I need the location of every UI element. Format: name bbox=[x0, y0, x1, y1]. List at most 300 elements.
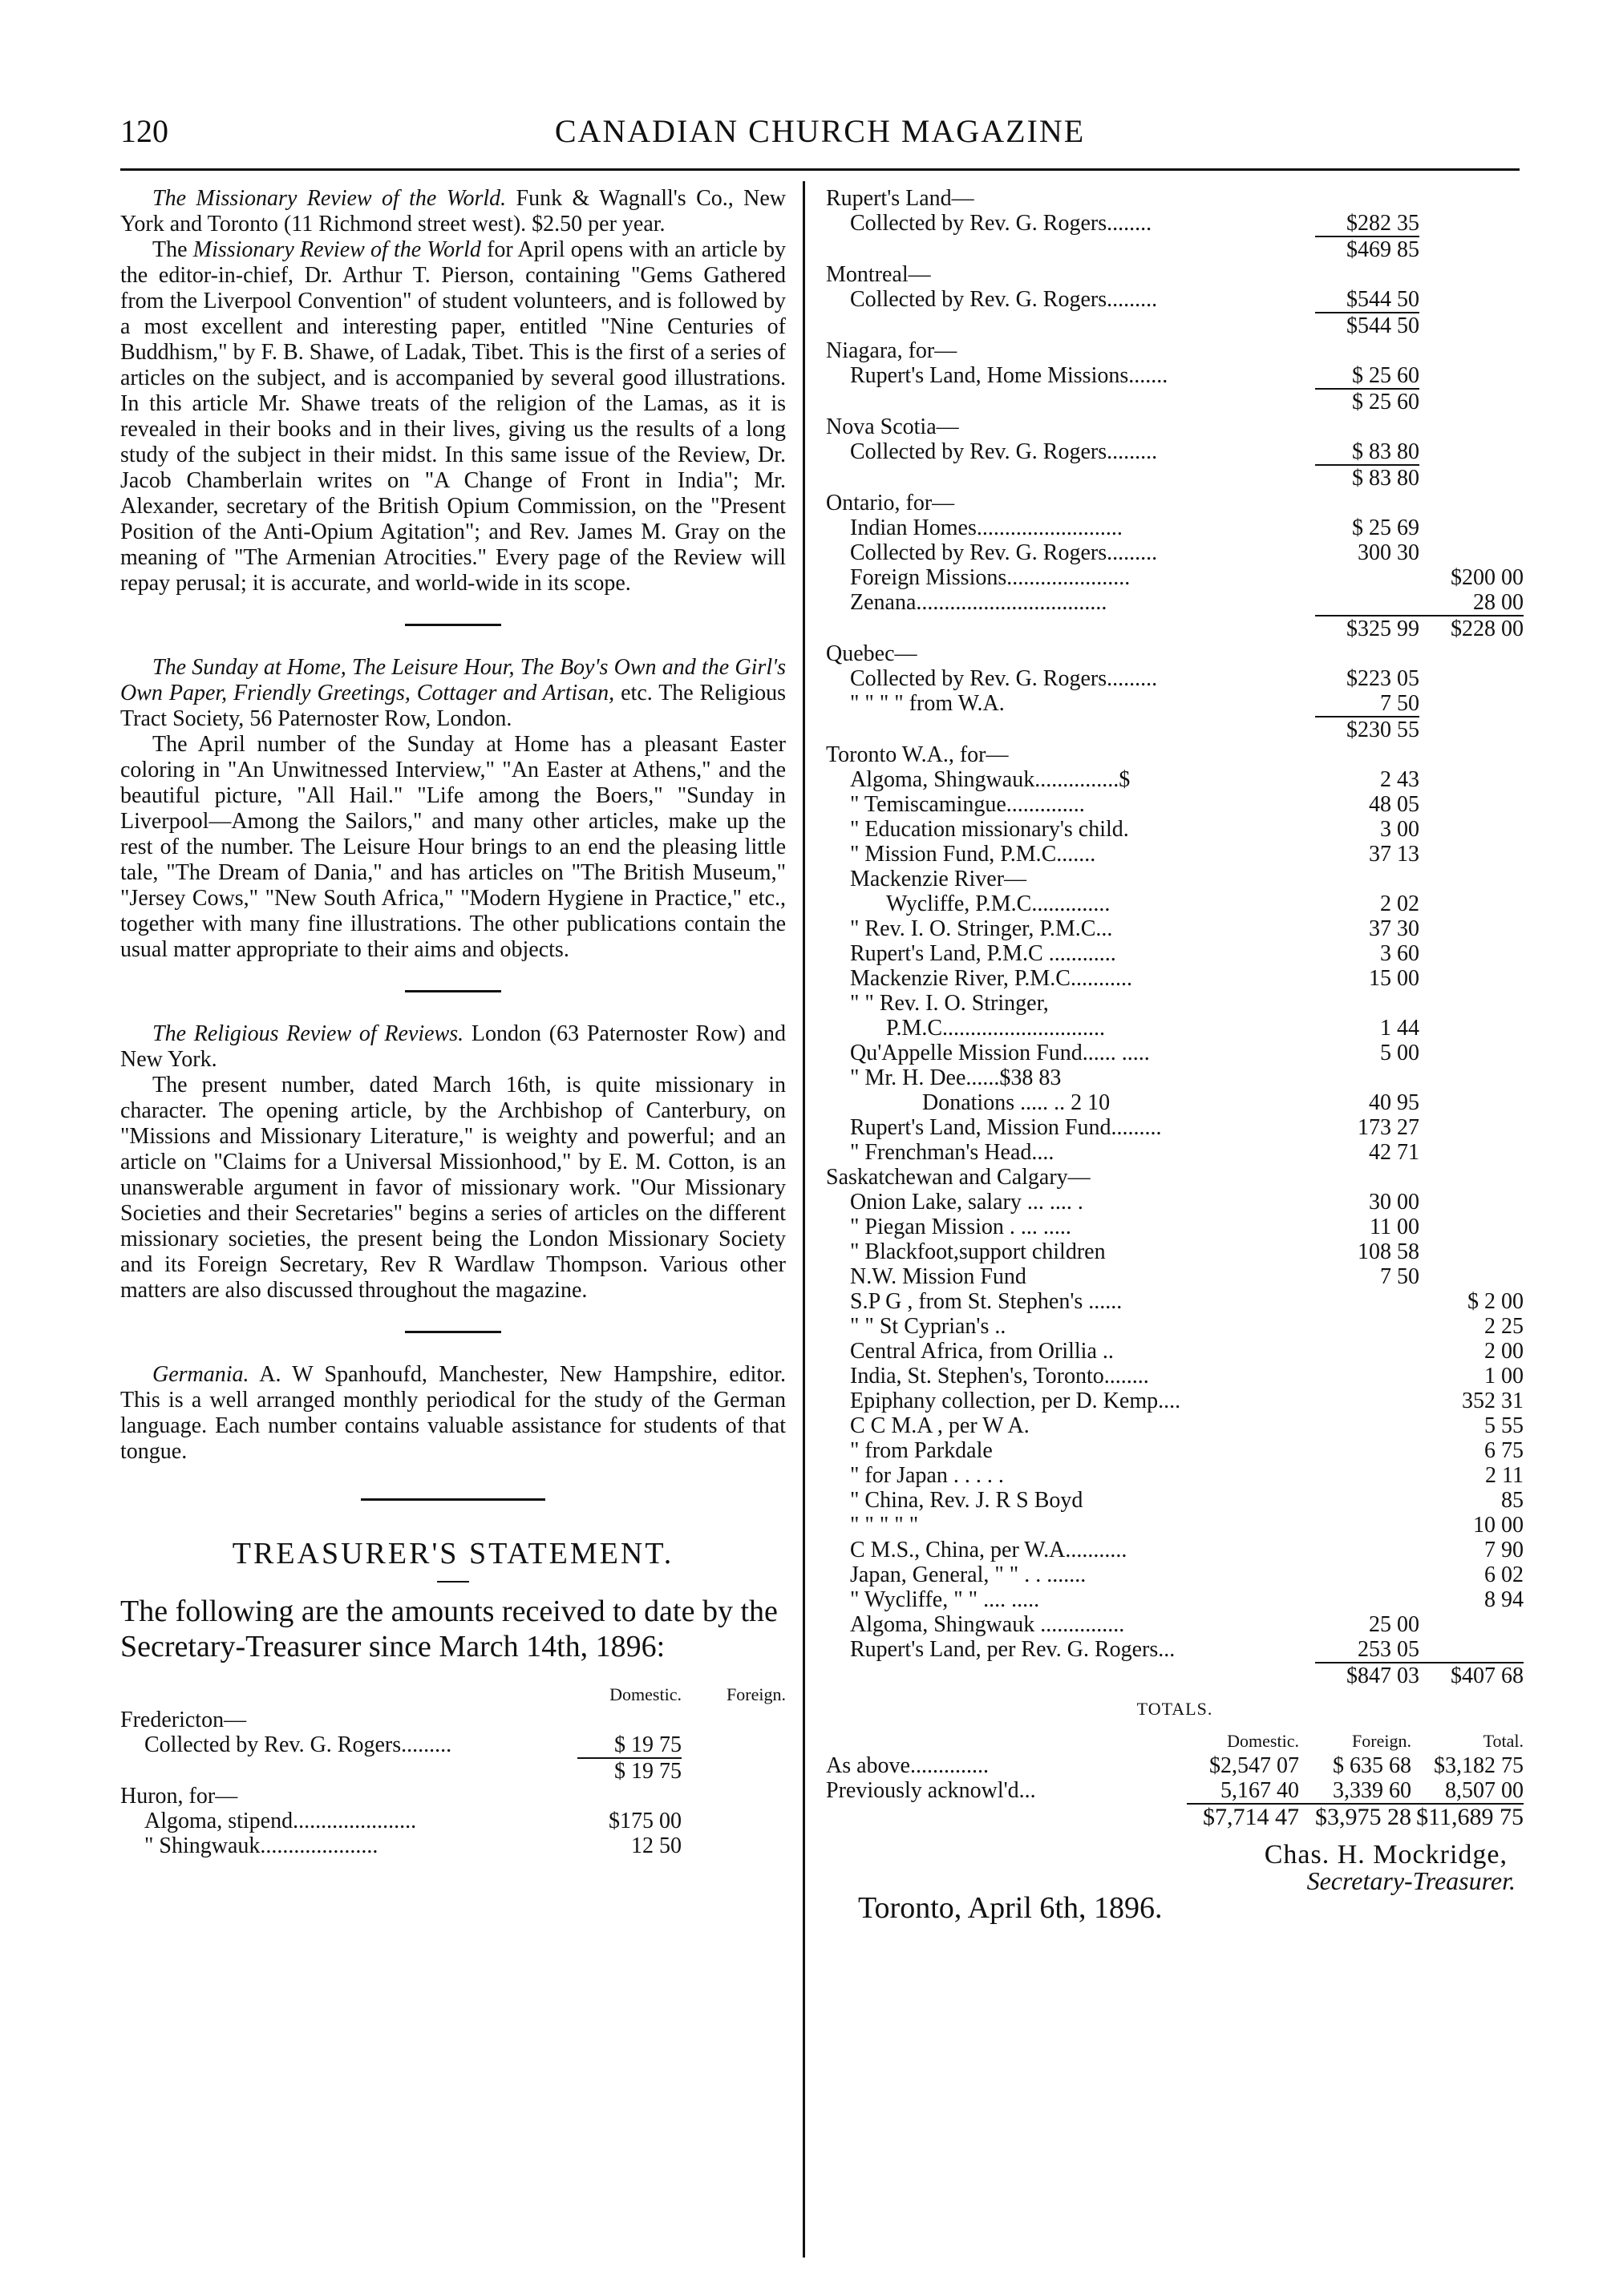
ledger-row bbox=[826, 465, 1524, 491]
ledger-row bbox=[826, 515, 1524, 540]
foreign-amount: 5 55 bbox=[1484, 1413, 1524, 1438]
domestic-amount: $544 50 bbox=[1346, 287, 1419, 312]
ledger-row bbox=[826, 666, 1524, 691]
foreign-amount bbox=[1419, 641, 1524, 666]
ledger-row bbox=[826, 641, 1524, 666]
row-label bbox=[826, 389, 1315, 414]
short-dash bbox=[437, 1581, 469, 1583]
ledger-row bbox=[826, 414, 1524, 439]
signature-name: Chas. H. Mockridge, bbox=[1264, 1840, 1508, 1870]
foreign-amount bbox=[1419, 1264, 1524, 1289]
row-label: Rupert's Land, P.M.C ............ bbox=[850, 941, 1116, 966]
foreign-amount bbox=[1419, 1239, 1524, 1264]
ledger-row bbox=[826, 767, 1524, 792]
foreign-amount bbox=[1419, 1016, 1524, 1041]
row-label: Central Africa, from Orillia .. bbox=[850, 1339, 1114, 1364]
domestic-amount: 30 00 bbox=[1369, 1190, 1419, 1215]
ledger-row bbox=[826, 792, 1524, 817]
domestic-amount bbox=[1315, 641, 1419, 666]
review-publisher: etc. The Religious Tract Society, 56 Paternoster Row, London. bbox=[120, 681, 787, 731]
foreign-amount bbox=[1419, 767, 1524, 792]
ledger-row bbox=[826, 1140, 1524, 1165]
foreign-amount: 8 94 bbox=[1484, 1587, 1524, 1612]
ledger-row bbox=[826, 287, 1524, 313]
foreign-amount: $ 2 00 bbox=[1467, 1289, 1524, 1314]
domestic-amount bbox=[1315, 1538, 1419, 1562]
review-body: The April number of the Sunday at Home has a pleasant Easter coloring in "An Unwitnessed Interview," "An Easter at Athens," and the beautiful picture, "All Hail." "Life among the Boers," "Sunday in Liverpool—Among the Sailors," and many other articles, make up the rest of the number. The Leisure Hour brings to an end the pleasing little tale, "The Dream of Dania," and has articles on "The British Museum," "Jersey Cows," "New South Africa," "Modern Hygiene in Practice," etc., together with many fine illustrations. The other publications contain the usual matter appropriate to their aims and objects. bbox=[120, 732, 786, 962]
ledger-row bbox=[826, 1413, 1524, 1438]
ledger-row bbox=[826, 1364, 1524, 1389]
separator bbox=[405, 624, 501, 626]
domestic-amount: $ 25 60 bbox=[1352, 363, 1419, 388]
row-label: " " St Cyprian's .. bbox=[850, 1314, 1006, 1339]
foreign-amount bbox=[1419, 338, 1524, 363]
col-foreign: Foreign. bbox=[727, 1684, 786, 1704]
domestic-amount bbox=[1315, 1364, 1419, 1389]
foreign-amount bbox=[1419, 439, 1524, 465]
domestic-amount bbox=[1315, 1413, 1419, 1438]
ledger-row bbox=[826, 916, 1524, 941]
ledger-row bbox=[826, 867, 1524, 891]
foreign-amount bbox=[682, 1784, 786, 1809]
separator bbox=[361, 1498, 545, 1501]
domestic-amount: 37 30 bbox=[1369, 916, 1419, 941]
ledger-row bbox=[826, 991, 1524, 1016]
ledger-row bbox=[826, 1264, 1524, 1289]
domestic-amount bbox=[1315, 491, 1419, 515]
foreign-amount bbox=[1419, 1190, 1524, 1215]
row-label: " Education missionary's child. bbox=[850, 817, 1129, 842]
foreign-amount: $407 68 bbox=[1419, 1663, 1524, 1688]
foreign-amount bbox=[1419, 842, 1524, 867]
ledger-row bbox=[826, 389, 1524, 414]
row-label: Algoma, Shingwauk ............... bbox=[850, 1612, 1125, 1637]
ledger-row bbox=[826, 590, 1524, 616]
review-title: The Missionary Review of the World. bbox=[152, 186, 507, 211]
domestic-amount: 15 00 bbox=[1369, 966, 1419, 991]
foreign-amount bbox=[682, 1809, 786, 1833]
row-label: " Mission Fund, P.M.C....... bbox=[850, 842, 1096, 867]
domestic-amount: 40 95 bbox=[1369, 1090, 1419, 1115]
ledger-row bbox=[826, 1314, 1524, 1339]
domestic-amount: $282 35 bbox=[1346, 211, 1419, 236]
right-column bbox=[826, 186, 1524, 1925]
domestic-amount: 11 00 bbox=[1370, 1215, 1419, 1239]
column-divider bbox=[803, 181, 805, 2258]
domestic-amount: $325 99 bbox=[1315, 616, 1419, 641]
foreign-amount: 85 bbox=[1501, 1488, 1524, 1513]
domestic-amount: 48 05 bbox=[1369, 792, 1419, 817]
review-germania: Germania. A. W Spanhoufd, Manchester, New Hampshire, editor. This is a well arranged monthly periodical for the study of the German language. Each number contains valuable assistance for students of that tongue. bbox=[120, 1362, 786, 1464]
foreign-amount bbox=[1419, 491, 1524, 515]
domestic-amount: $ 25 69 bbox=[1352, 515, 1419, 540]
magazine-title: CANADIAN CHURCH MAGAZINE bbox=[554, 113, 1086, 149]
ledger-row bbox=[826, 691, 1524, 717]
row-label: " " " " from W.A. bbox=[850, 691, 1005, 716]
ledger-row bbox=[826, 211, 1524, 236]
row-label: Collected by Rev. G. Rogers......... bbox=[850, 540, 1158, 565]
totals-header-row: Domestic. Foreign. Total. bbox=[1227, 1731, 1524, 1751]
row-label: Rupert's Land, per Rev. G. Rogers... bbox=[850, 1637, 1176, 1662]
row-label: " Wycliffe, " " .... ..... bbox=[850, 1587, 1040, 1612]
domestic-amount: 2 43 bbox=[1380, 767, 1419, 792]
domestic-amount bbox=[1315, 1562, 1419, 1587]
ledger-row bbox=[826, 1612, 1524, 1637]
domestic-amount: 108 58 bbox=[1358, 1239, 1419, 1264]
foreign-amount bbox=[1419, 1612, 1524, 1637]
ledger-row bbox=[826, 1190, 1524, 1215]
foreign-amount bbox=[1419, 717, 1524, 742]
domestic-amount: $ 25 60 bbox=[1315, 389, 1419, 414]
ledger-row bbox=[826, 1090, 1524, 1115]
row-label: Nova Scotia— bbox=[826, 414, 959, 439]
domestic-amount: $544 50 bbox=[1315, 313, 1419, 338]
page-number: 120 bbox=[120, 113, 168, 149]
row-label: " from Parkdale bbox=[850, 1438, 993, 1463]
domestic-amount bbox=[1315, 991, 1419, 1016]
domestic-amount bbox=[577, 1708, 682, 1732]
row-label: Qu'Appelle Mission Fund...... ..... bbox=[850, 1041, 1150, 1065]
domestic-amount: 7 50 bbox=[1380, 1264, 1419, 1289]
row-label bbox=[826, 465, 1315, 491]
ledger-row bbox=[120, 1732, 786, 1758]
foreign-amount bbox=[1419, 1041, 1524, 1065]
grand-total-row: $7,714 47 $3,975 28 $11,689 75 bbox=[826, 1804, 1524, 1829]
review-publisher: London (63 Paternoster Row) and New York. bbox=[120, 1021, 787, 1072]
foreign-amount bbox=[1419, 211, 1524, 236]
domestic-amount: 37 13 bbox=[1369, 842, 1419, 867]
page-header bbox=[120, 112, 1520, 160]
domestic-amount bbox=[1315, 742, 1419, 767]
foreign-amount bbox=[1419, 817, 1524, 842]
ledger-row bbox=[826, 842, 1524, 867]
row-label: Collected by Rev. G. Rogers......... bbox=[144, 1732, 452, 1757]
foreign-amount bbox=[682, 1708, 786, 1732]
foreign-amount bbox=[1419, 1637, 1524, 1663]
row-label: Epiphany collection, per D. Kemp.... bbox=[850, 1389, 1181, 1413]
foreign-amount bbox=[1419, 465, 1524, 491]
ledger-row bbox=[120, 1809, 786, 1833]
domestic-amount: 300 30 bbox=[1358, 540, 1419, 565]
ledger-row bbox=[120, 1833, 786, 1858]
ledger-row bbox=[826, 1438, 1524, 1463]
domestic-amount bbox=[1315, 1389, 1419, 1413]
review-religious-review bbox=[120, 1021, 786, 1073]
domestic-amount: 7 50 bbox=[1380, 691, 1419, 716]
foreign-amount: 1 00 bbox=[1484, 1364, 1524, 1389]
row-label: " " Rev. I. O. Stringer, bbox=[850, 991, 1049, 1016]
row-label bbox=[120, 1758, 577, 1784]
row-label: Collected by Rev. G. Rogers......... bbox=[850, 439, 1158, 464]
row-label: Fredericton— bbox=[120, 1708, 247, 1732]
ledger-row bbox=[826, 565, 1524, 590]
foreign-amount bbox=[1419, 287, 1524, 313]
row-label bbox=[826, 236, 1315, 262]
row-label: India, St. Stephen's, Toronto........ bbox=[850, 1364, 1149, 1389]
review-publisher: Funk & Wagnall's Co., New York and Toronto (11 Richmond street west). $2.50 per year. bbox=[120, 186, 786, 236]
review-title: The Religious Review of Reviews. bbox=[152, 1021, 464, 1046]
foreign-amount: 6 02 bbox=[1484, 1562, 1524, 1587]
separator bbox=[405, 990, 501, 992]
domestic-amount bbox=[1315, 565, 1419, 590]
row-label: " Temiscamingue.............. bbox=[850, 792, 1085, 817]
domestic-amount: $223 05 bbox=[1346, 666, 1419, 691]
signature-title: Secretary-Treasurer. bbox=[1306, 1866, 1516, 1895]
ledger-row bbox=[826, 1165, 1524, 1190]
row-label bbox=[826, 717, 1315, 742]
row-label bbox=[826, 616, 1315, 641]
foreign-amount bbox=[1419, 966, 1524, 991]
row-label: Rupert's Land— bbox=[826, 186, 974, 211]
foreign-amount bbox=[1419, 916, 1524, 941]
domestic-amount: 253 05 bbox=[1358, 1637, 1419, 1662]
foreign-amount bbox=[1419, 313, 1524, 338]
row-label: Huron, for— bbox=[120, 1784, 238, 1809]
ledger-row bbox=[826, 1115, 1524, 1140]
row-label: C M.S., China, per W.A........... bbox=[850, 1538, 1127, 1562]
row-label: Algoma, stipend...................... bbox=[144, 1809, 417, 1833]
foreign-amount: $200 00 bbox=[1451, 565, 1524, 590]
foreign-amount: 352 31 bbox=[1462, 1389, 1524, 1413]
domestic-amount: 5 00 bbox=[1380, 1041, 1419, 1065]
domestic-amount bbox=[1315, 1488, 1419, 1513]
foreign-amount bbox=[1419, 1140, 1524, 1165]
row-label: " Rev. I. O. Stringer, P.M.C... bbox=[850, 916, 1113, 941]
row-label: Indian Homes.......................... bbox=[850, 515, 1123, 540]
totals-row: As above.............. $2,547 07 $ 635 68 $3,182 75 bbox=[826, 1753, 1524, 1778]
left-column bbox=[120, 186, 786, 1858]
ledger-row bbox=[826, 338, 1524, 363]
header-rule bbox=[120, 168, 1520, 171]
ledger-row bbox=[826, 1663, 1524, 1688]
ledger-row bbox=[826, 1463, 1524, 1488]
domestic-amount: $847 03 bbox=[1315, 1663, 1419, 1688]
row-label: Quebec— bbox=[826, 641, 917, 666]
ledger-row bbox=[826, 1339, 1524, 1364]
row-label: C C M.A , per W A. bbox=[850, 1413, 1030, 1438]
domestic-amount: $ 83 80 bbox=[1352, 439, 1419, 464]
ledger-row bbox=[826, 616, 1524, 641]
domestic-amount bbox=[1315, 1463, 1419, 1488]
separator bbox=[405, 1331, 501, 1333]
foreign-amount bbox=[1419, 891, 1524, 916]
row-label: " " " " " bbox=[850, 1513, 919, 1538]
review-title: The Sunday at Home, The Leisure Hour, The Boy's Own and the Girl's Own Paper, Friendly Greetings, Cottager and Artisan, bbox=[120, 655, 786, 705]
foreign-amount bbox=[1419, 515, 1524, 540]
foreign-amount bbox=[1419, 666, 1524, 691]
row-label: S.P G , from St. Stephen's ...... bbox=[850, 1289, 1123, 1314]
domestic-amount bbox=[1315, 338, 1419, 363]
foreign-amount bbox=[1419, 991, 1524, 1016]
domestic-amount: 25 00 bbox=[1369, 1612, 1419, 1637]
domestic-amount bbox=[1315, 414, 1419, 439]
ledger-row bbox=[826, 186, 1524, 211]
foreign-amount: 2 11 bbox=[1485, 1463, 1524, 1488]
ledger-row bbox=[826, 817, 1524, 842]
domestic-amount bbox=[1315, 1513, 1419, 1538]
domestic-amount bbox=[1315, 590, 1419, 616]
ledger-row bbox=[826, 941, 1524, 966]
domestic-amount: $230 55 bbox=[1315, 717, 1419, 742]
foreign-amount bbox=[1419, 941, 1524, 966]
row-label: " Piegan Mission . ... ..... bbox=[850, 1215, 1071, 1239]
row-label: Mackenzie River, P.M.C........... bbox=[850, 966, 1132, 991]
row-label bbox=[826, 313, 1315, 338]
domestic-amount bbox=[1315, 1314, 1419, 1339]
foreign-amount bbox=[1419, 691, 1524, 717]
ledger-row bbox=[826, 1538, 1524, 1562]
review-body: The Missionary Review of the World for April opens with an article by the editor-in-chief, Dr. Arthur T. Pierson, containing "Gems Gathered from the Liverpool Convention" of student volunteers, and is followed by a most excellent and interesting paper, entitled "Nine Centuries of Buddhism," by F. B. Shawe, of Ladak, Tibet. This is the first of a series of articles on the subject, and is accompanied by several good illustrations. In this article Mr. Shawe treats of the religion of the Lamas, as it is revealed in their books and in their lives, giving us the results of a long study of the subject in their midst. In this same issue of the Review, Dr. Jacob Chamberlain writes on "A Change of Front in India"; Mr. Alexander, secretary of the British Opium Commission, on the "Present Position of the Anti-Opium Agitation"; and Rev. James M. Gray on the meaning of "The Armenian Atrocities." Every page of the Review will repay perusal; it is accurate, and world-wide in its scope. bbox=[120, 237, 787, 596]
row-label: Niagara, for— bbox=[826, 338, 957, 363]
foreign-amount bbox=[1419, 1165, 1524, 1190]
totals-row: Previously acknowl'd... 5,167 40 3,339 60 8,507 00 bbox=[826, 1778, 1524, 1803]
row-label: Wycliffe, P.M.C.............. bbox=[886, 891, 1111, 916]
row-label: Donations ..... .. 2 10 bbox=[922, 1090, 1111, 1115]
ledger-row bbox=[826, 262, 1524, 287]
ledger-row bbox=[826, 1513, 1524, 1538]
ledger-row bbox=[826, 1587, 1524, 1612]
foreign-amount: 2 25 bbox=[1484, 1314, 1524, 1339]
foreign-amount bbox=[1419, 414, 1524, 439]
foreign-amount bbox=[1419, 540, 1524, 565]
row-label: Onion Lake, salary ... .... . bbox=[850, 1190, 1083, 1215]
row-label: Mackenzie River— bbox=[850, 867, 1027, 891]
ledger-left bbox=[120, 1708, 786, 1858]
foreign-amount bbox=[1419, 262, 1524, 287]
ledger-row bbox=[826, 1488, 1524, 1513]
ledger-right bbox=[826, 186, 1524, 1688]
domestic-amount bbox=[577, 1784, 682, 1809]
foreign-amount: 2 00 bbox=[1484, 1339, 1524, 1364]
foreign-amount: 28 00 bbox=[1473, 590, 1524, 615]
row-label: P.M.C............................. bbox=[886, 1016, 1106, 1041]
foreign-amount bbox=[1419, 1115, 1524, 1140]
ledger-row bbox=[120, 1758, 786, 1784]
row-label: Collected by Rev. G. Rogers........ bbox=[850, 211, 1152, 236]
ledger-row bbox=[826, 1289, 1524, 1314]
ledger-row bbox=[826, 717, 1524, 742]
row-label: Rupert's Land, Home Missions....... bbox=[850, 363, 1168, 388]
domestic-amount bbox=[1315, 867, 1419, 891]
row-label: N.W. Mission Fund bbox=[850, 1264, 1026, 1289]
domestic-amount: 3 60 bbox=[1380, 941, 1419, 966]
row-label: Rupert's Land, Mission Fund......... bbox=[850, 1115, 1162, 1140]
domestic-amount bbox=[1315, 1339, 1419, 1364]
domestic-amount bbox=[1315, 1587, 1419, 1612]
row-label bbox=[826, 1663, 1315, 1688]
treasurer-intro: The following are the amounts received to date by the Secretary-Treasurer since March 14th, 1896: bbox=[120, 1595, 778, 1663]
foreign-amount bbox=[682, 1732, 786, 1758]
domestic-amount: $469 85 bbox=[1315, 236, 1419, 262]
row-label: Japan, General, " " . . ....... bbox=[850, 1562, 1087, 1587]
ledger-row bbox=[826, 236, 1524, 262]
row-label: Saskatchewan and Calgary— bbox=[826, 1165, 1091, 1190]
review-body: The present number, dated March 16th, is quite missionary in character. The opening article, by the Archbishop of Canterbury, on "Missions and Missionary Literature," is weighty and powerful; and an article on "Claims for a Universal Missionhood," by E. M. Cotton, is an unanswerable argument in favor of missionary work. "Our Missionary Societies and their Secretaries" begins a series of articles on the different missionary societies, the present being the London Missionary Society and its Foreign Secretary, Rev R Wardlaw Thompson. Various other matters are also discussed throughout the magazine. bbox=[120, 1073, 786, 1303]
ledger-row bbox=[826, 1215, 1524, 1239]
column-headers bbox=[120, 1682, 786, 1708]
row-label: Zenana.................................. bbox=[850, 590, 1107, 615]
domestic-amount bbox=[1315, 1289, 1419, 1314]
foreign-amount bbox=[1419, 236, 1524, 262]
place-date: Toronto, April 6th, 1896. bbox=[858, 1891, 1163, 1925]
treasurer-heading: TREASURER'S STATEMENT. bbox=[232, 1537, 674, 1570]
domestic-amount: 2 02 bbox=[1380, 891, 1419, 916]
foreign-amount bbox=[1419, 792, 1524, 817]
row-label: Collected by Rev. G. Rogers......... bbox=[850, 287, 1158, 312]
domestic-amount: 12 50 bbox=[631, 1833, 682, 1858]
domestic-amount: 1 44 bbox=[1380, 1016, 1419, 1041]
row-label: " for Japan . . . . . bbox=[850, 1463, 1004, 1488]
ledger-row bbox=[826, 1389, 1524, 1413]
foreign-amount bbox=[1419, 186, 1524, 211]
domestic-amount: 3 00 bbox=[1380, 817, 1419, 842]
domestic-amount: $ 19 75 bbox=[614, 1732, 682, 1757]
ledger-row bbox=[826, 313, 1524, 338]
totals-heading: TOTALS. bbox=[1136, 1699, 1213, 1719]
ledger-row bbox=[826, 540, 1524, 565]
col-domestic: Domestic. bbox=[609, 1684, 682, 1704]
foreign-amount bbox=[1419, 1215, 1524, 1239]
review-sunday-at-home bbox=[120, 655, 786, 732]
review-missionary-review bbox=[120, 186, 786, 237]
ledger-row bbox=[826, 1239, 1524, 1264]
row-label: Ontario, for— bbox=[826, 491, 955, 515]
review-title: Germania. bbox=[152, 1362, 249, 1387]
ledger-row bbox=[826, 1065, 1524, 1090]
ledger-row bbox=[826, 1016, 1524, 1041]
foreign-amount: $228 00 bbox=[1419, 616, 1524, 641]
domestic-amount: $ 19 75 bbox=[577, 1758, 682, 1784]
row-label: " Mr. H. Dee......$38 83 bbox=[850, 1065, 1062, 1090]
foreign-amount bbox=[1419, 742, 1524, 767]
ledger-row bbox=[826, 742, 1524, 767]
foreign-amount: 6 75 bbox=[1484, 1438, 1524, 1463]
domestic-amount: 173 27 bbox=[1358, 1115, 1419, 1140]
ledger-row bbox=[826, 491, 1524, 515]
row-label: Collected by Rev. G. Rogers......... bbox=[850, 666, 1158, 691]
ledger-row bbox=[826, 1637, 1524, 1663]
foreign-amount bbox=[682, 1833, 786, 1858]
domestic-amount bbox=[1315, 262, 1419, 287]
foreign-amount bbox=[1419, 1090, 1524, 1115]
row-label: " China, Rev. J. R S Boyd bbox=[850, 1488, 1083, 1513]
ledger-row bbox=[120, 1784, 786, 1809]
ledger-row bbox=[826, 1041, 1524, 1065]
foreign-amount bbox=[1419, 1065, 1524, 1090]
ledger-row bbox=[826, 891, 1524, 916]
row-label: Foreign Missions...................... bbox=[850, 565, 1131, 590]
foreign-amount bbox=[1419, 389, 1524, 414]
domestic-amount bbox=[1315, 1165, 1419, 1190]
totals-table bbox=[826, 1728, 1524, 1829]
row-label: " Shingwauk..................... bbox=[144, 1833, 378, 1858]
row-label: Algoma, Shingwauk...............$ bbox=[850, 767, 1131, 792]
foreign-amount: 10 00 bbox=[1473, 1513, 1524, 1538]
domestic-amount bbox=[1315, 186, 1419, 211]
row-label: " Frenchman's Head.... bbox=[850, 1140, 1054, 1165]
foreign-amount bbox=[1419, 363, 1524, 389]
ledger-row bbox=[826, 1562, 1524, 1587]
row-label: " Blackfoot,support children bbox=[850, 1239, 1106, 1264]
ledger-row bbox=[826, 966, 1524, 991]
ledger-row bbox=[120, 1708, 786, 1732]
foreign-amount: 7 90 bbox=[1484, 1538, 1524, 1562]
ledger-row bbox=[826, 363, 1524, 389]
domestic-amount: $ 83 80 bbox=[1315, 465, 1419, 491]
domestic-amount bbox=[1315, 1438, 1419, 1463]
domestic-amount bbox=[1315, 1065, 1419, 1090]
domestic-amount: $175 00 bbox=[609, 1809, 682, 1833]
